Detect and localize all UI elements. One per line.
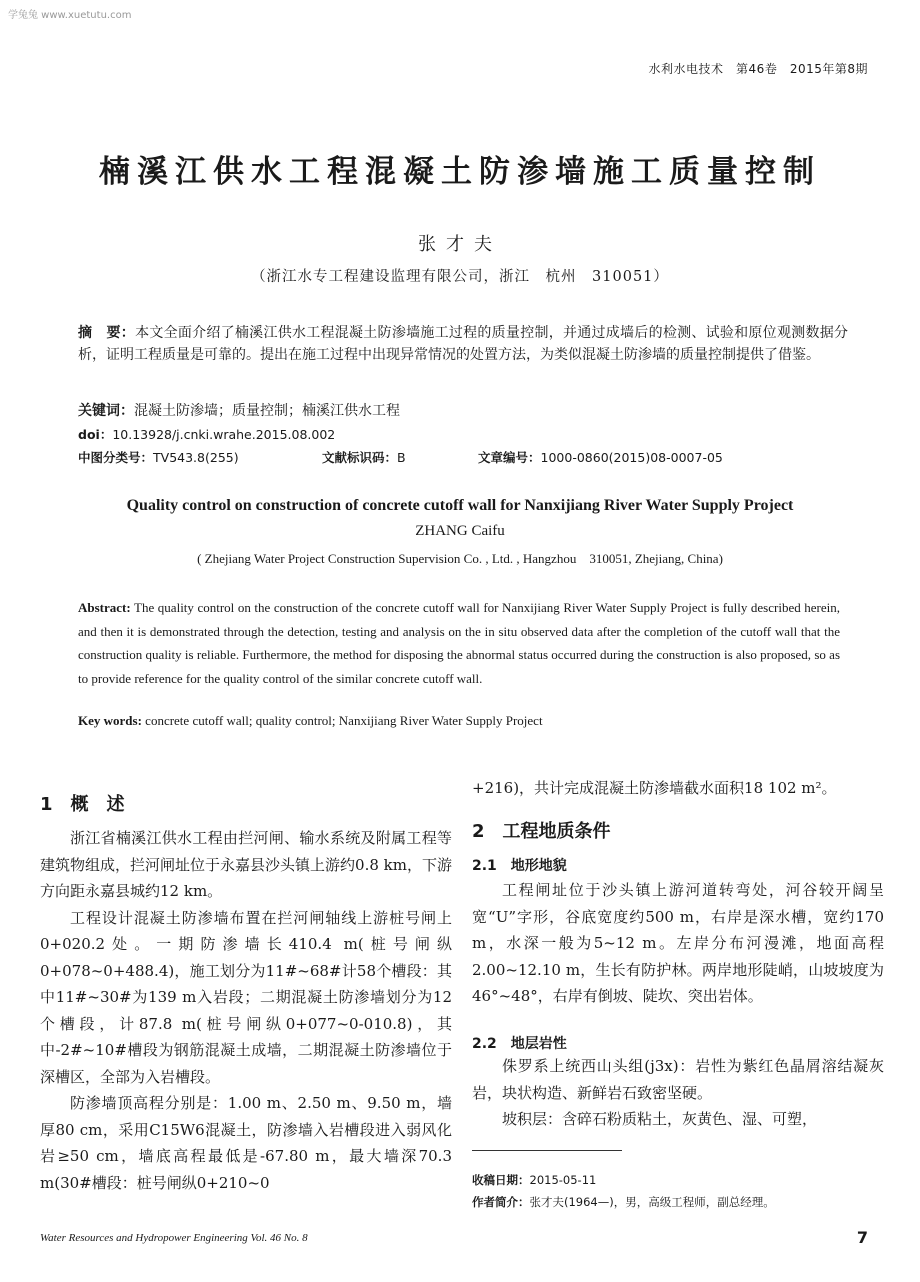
english-abstract-text: The quality control on the construction of the concrete cutoff wall for Nanxijiang River Water Supply Project is fully described herein, and then it is demonstrated through the detection, testing and analysis on the in situ observed data after the completion of the cutoff wall that the construction quality is reliable. Furthermore, the method for disposing the abnormal status occurred during the construction is also proposed, so as to provide reference for the quality control of the similar concrete cutoff wall. [78, 600, 841, 686]
paragraph: 浙江省楠溪江供水工程由拦河闸、输水系统及附属工程等建筑物组成，拦河闸址位于永嘉县沙头镇上游约0.8 km，下游方向距永嘉县城约12 km。 [40, 829, 452, 900]
watermark: 学兔兔 www.xuetutu.com [8, 10, 132, 21]
paragraph: 防渗墙顶高程分别是：1.00 m、2.50 m、9.50 m，墙厚80 cm，采用C15W6混凝土，防渗墙入岩槽段进入弱风化岩≥50 cm，墙底高程最低是-67.80 m，最大墙深70.3 m(30#槽段：桩号闸纵0+210~0 [40, 1094, 452, 1192]
received-date [472, 1170, 596, 1190]
section-1-heading: 1 概 述 [40, 794, 125, 815]
paragraph: 侏罗系上统西山头组(j3x)：岩性为紫红色晶屑溶结凝灰岩，块状构造、新鲜岩石致密坚硬。 [472, 1057, 884, 1102]
doi [78, 425, 848, 445]
doc-code-label: 文献标识码： [322, 450, 398, 465]
bio-value: 张才夫(1964—)，男，高级工程师，副总经理。 [529, 1195, 775, 1209]
subsection-2-2-heading: 2.2 地层岩性 [472, 1036, 567, 1052]
footnote-divider [472, 1150, 622, 1151]
abstract-cn-text: 本文全面介绍了楠溪江供水工程混凝土防渗墙施工过程的质量控制，并通过成墙后的检测、试验和原位观测数据分析，证明工程质量是可靠的。提出在施工过程中出现异常情况的处置方法，为类似混凝土防渗墙的质量控制提供了借鉴。 [78, 325, 849, 363]
doi-label: doi： [78, 427, 113, 442]
keywords-cn-text: 混凝土防渗墙；质量控制；楠溪江供水工程 [134, 403, 400, 419]
paragraph-continuation: +216)，共计完成混凝土防渗墙截水面积18 102 m²。 [472, 779, 837, 797]
english-keywords-text: concrete cutoff wall; quality control; Nanxijiang River Water Supply Project [145, 713, 543, 728]
english-affiliation: ( Zhejiang Water Project Construction Supervision Co. , Ltd. , Hangzhou 310051, Zhejiang, China) [197, 551, 723, 566]
section-1-body [40, 825, 452, 1196]
abstract-cn-label: 摘 要： [78, 325, 136, 341]
subsection-2-2-body [472, 1053, 884, 1133]
section-2-heading: 2 工程地质条件 [472, 821, 611, 842]
bio-label: 作者简介： [472, 1195, 530, 1209]
author: 张才夫 [418, 234, 502, 255]
keywords-cn [78, 400, 848, 422]
abstract-cn [78, 322, 848, 366]
paragraph: 坡积层：含碎石粉质粘土，灰黄色、湿、可塑， [502, 1110, 818, 1128]
clc-label: 中图分类号： [78, 450, 154, 465]
english-title: Quality control on construction of concrete cutoff wall for Nanxijiang River Water Supply Project [126, 497, 794, 514]
doi-text[interactable]: 10.13928/j.cnki.wrahe.2015.08.002 [112, 427, 336, 442]
article-number [478, 448, 723, 468]
clc-value: TV543.8(255) [153, 450, 239, 465]
doc-code-value: B [397, 450, 406, 465]
english-author: ZHANG Caifu [415, 523, 505, 539]
received-value: 2015-05-11 [529, 1173, 597, 1187]
keywords-cn-label: 关键词： [78, 403, 134, 419]
english-keywords [78, 713, 543, 729]
journal-footer: Water Resources and Hydropower Engineering Vol. 46 No. 8 [40, 1232, 308, 1244]
author-bio [472, 1192, 775, 1212]
page-number: 7 [856, 1228, 868, 1247]
article-number-value: 1000-0860(2015)08-0007-05 [540, 450, 723, 465]
affiliation: （浙江水专工程建设监理有限公司，浙江 杭州 310051） [251, 269, 669, 285]
received-label: 收稿日期： [472, 1173, 530, 1187]
doc-code [322, 448, 406, 468]
paragraph: 工程设计混凝土防渗墙布置在拦河闸轴线上游桩号闸上0+020.2处。一期防渗墙长410.4 m(桩号闸纵0+078~0+488.4)，施工划分为11#~68#计58个槽段：其中11#~30#为139 m入岩段；二期混凝土防渗墙划分为12个槽段，计87.8 m(桩号闸纵0+077~0-010.8)，其中-2#~10#槽段为钢筋混凝土成墙，二期混凝土防渗墙位于深槽区，全部为入岩槽段。 [40, 908, 452, 1086]
journal-header: 水利水电技术 第46卷 2015年第8期 [648, 62, 868, 76]
clc [78, 448, 239, 468]
page-title: 楠溪江供水工程混凝土防渗墙施工质量控制 [99, 154, 821, 190]
subsection-2-1-heading: 2.1 地形地貌 [472, 858, 567, 874]
english-keywords-label: Key words: [78, 713, 142, 728]
article-number-label: 文章编号： [478, 450, 541, 465]
paragraph: 工程闸址位于沙头镇上游河道转弯处，河谷较开阔呈宽“U”字形，谷底宽度约500 m，右岸是深水槽，宽约170 m，水深一般为5~12 m。左岸分布河漫滩，地面高程2.00~12.10 m，生长有防护林。两岸地形陡峭，山坡坡度为46°~48°，右岸有倒坡、陡坎、突出岩体。 [472, 881, 884, 1005]
english-abstract [78, 596, 840, 690]
english-abstract-label: Abstract: [78, 600, 131, 615]
